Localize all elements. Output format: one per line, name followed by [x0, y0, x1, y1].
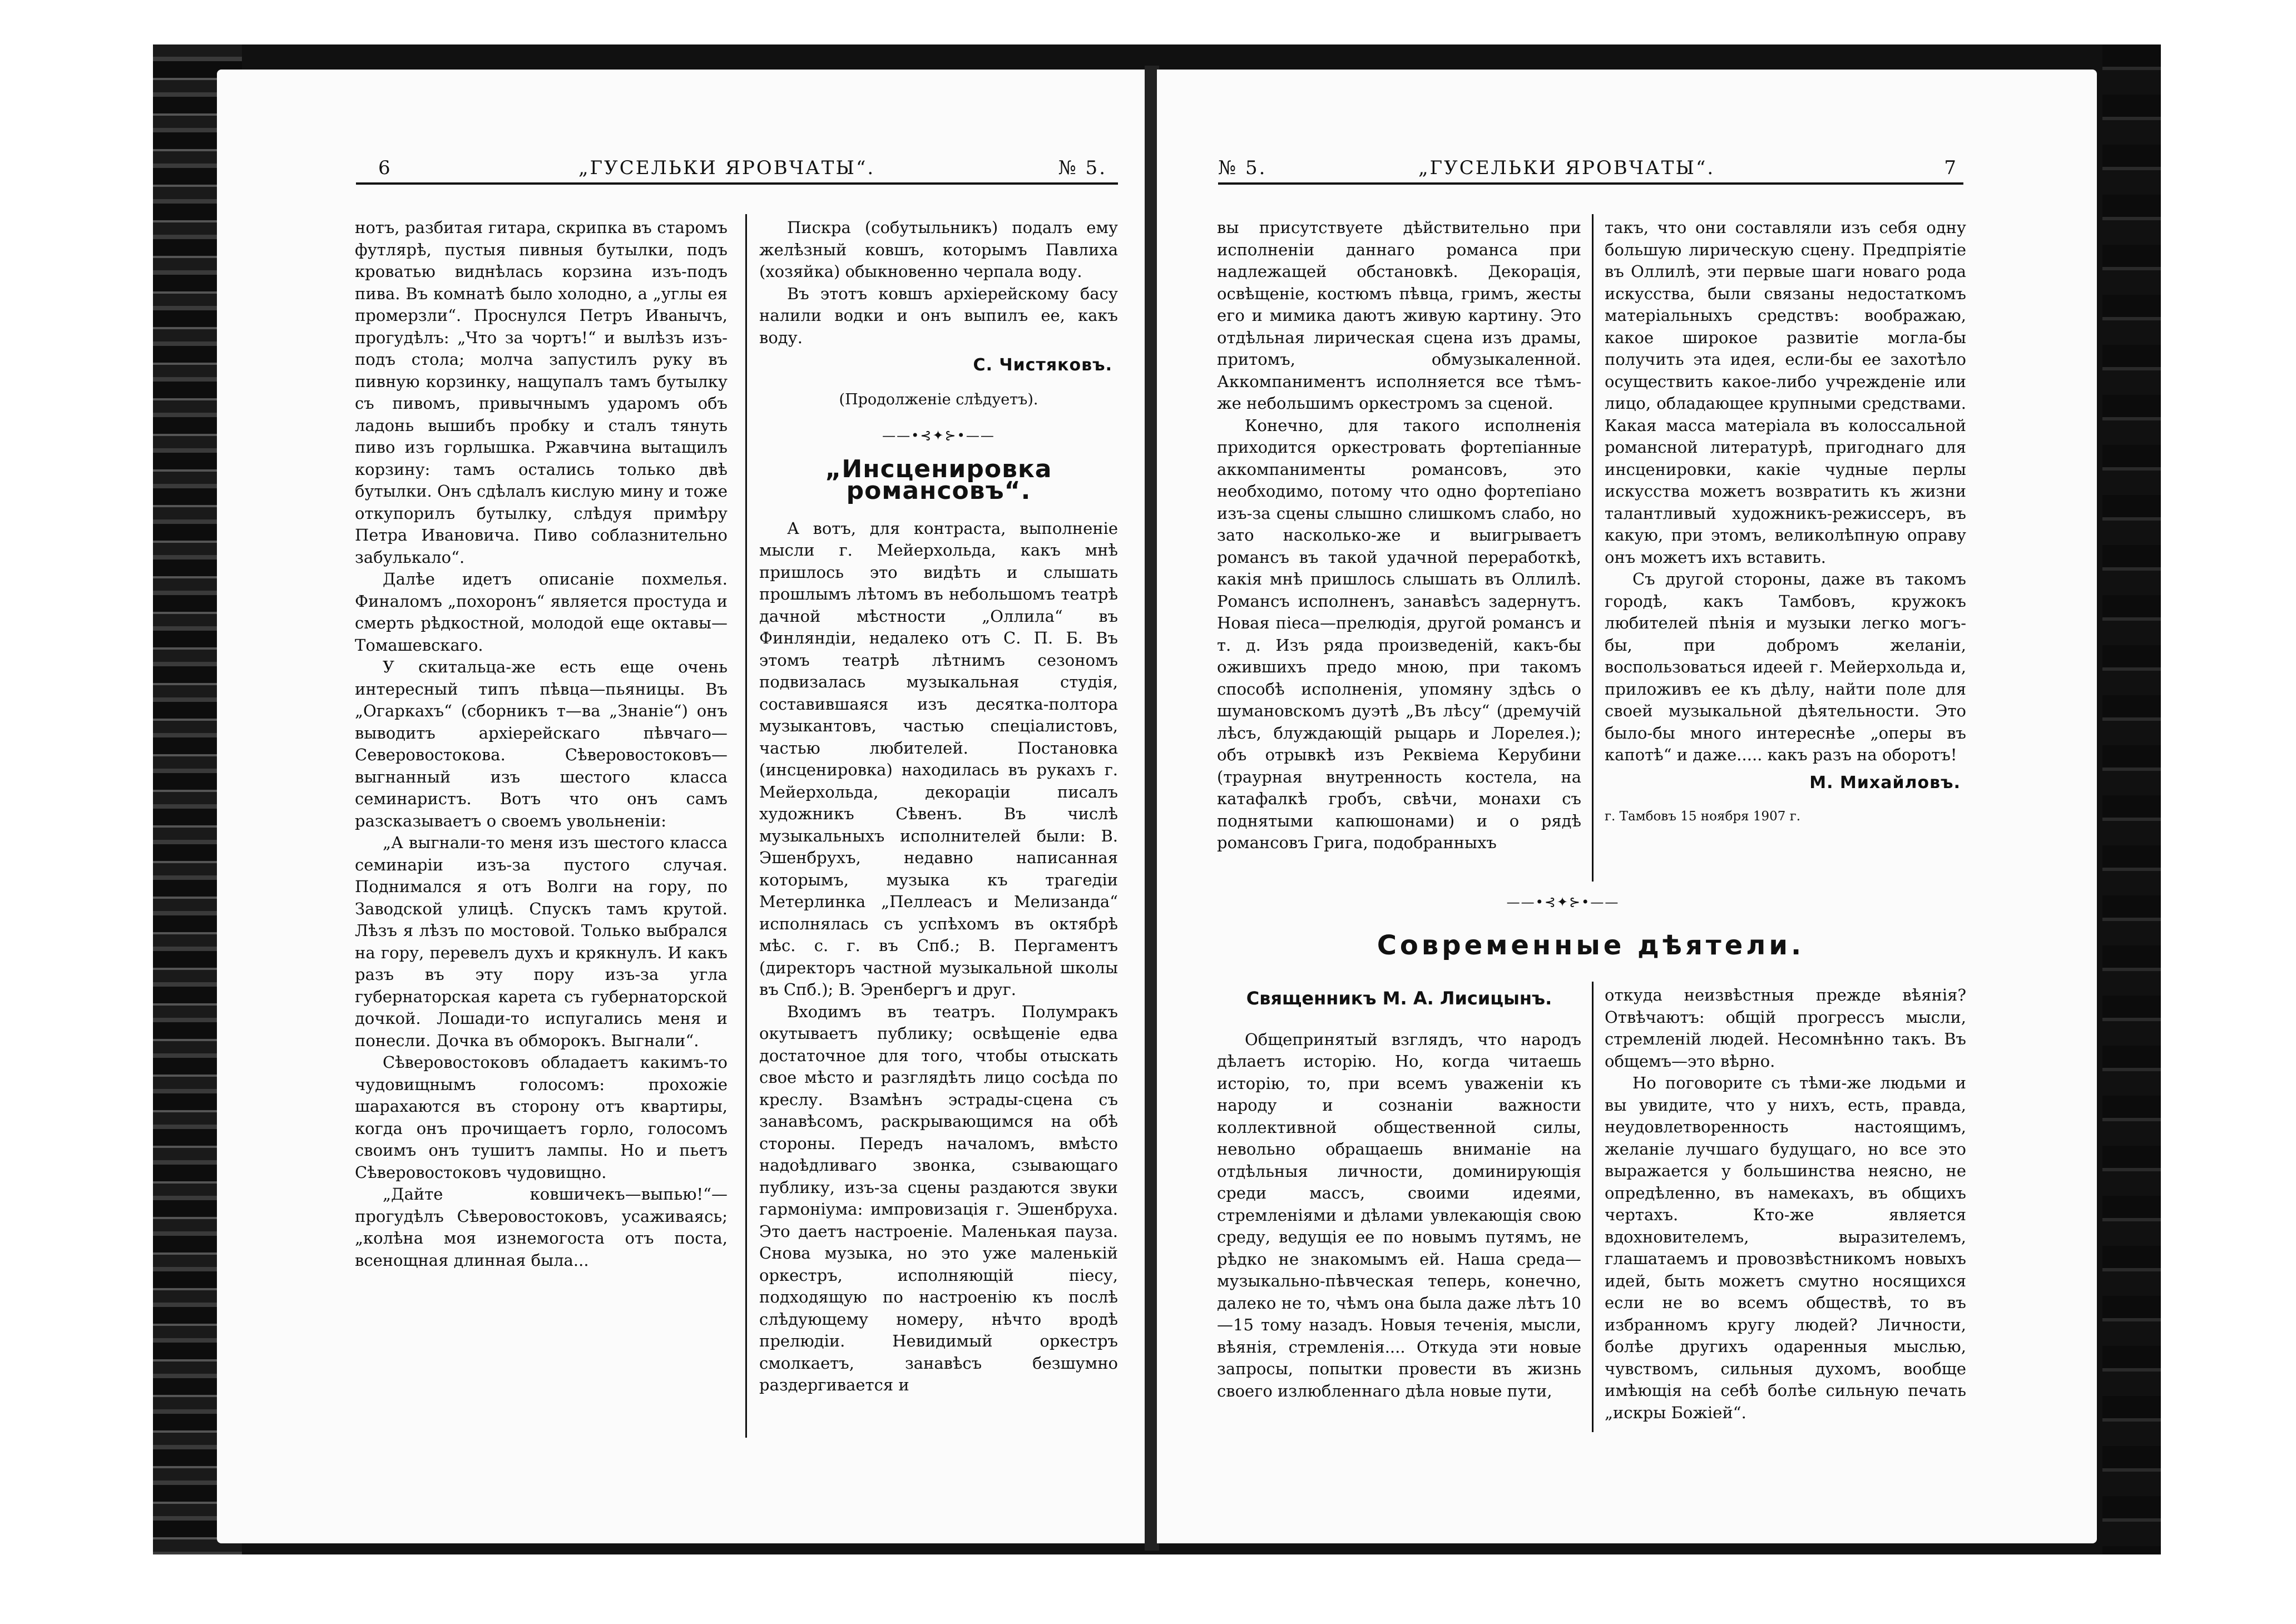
paragraph: Конечно, для такого исполненія приходится оркестровать фортепіанные аккомпанименты романсовъ, это необходимо, потому что одно фортепіано изъ-за сцены слышно слишкомъ слабо, но зато насколько-же и выигрываетъ романсъ въ такой удачной переработкѣ, какія мнѣ пришлось слышать въ Оллилѣ. Романсъ исполненъ, занавѣсъ задернутъ. Новая піеса—прелюдія, другой романсъ и т. д. Изъ ряда произведеній, какъ-бы ожившихъ предо мною, при такомъ способѣ исполненія, упомяну здѣсь о шумановскомъ дуэтѣ „Въ лѣсу“ (дремучій лѣсъ, блуждающій рыцарь и Лорелея.); объ отрывкѣ изъ Реквіема Керубини (траурная внутренность костела, на катафалкѣ гробъ, свѣчи, монахи съ поднятыми капюшонами) и о рядѣ романсовъ Грига, подобранныхъ	[1217, 415, 1581, 852]
paragraph: А вотъ, для контраста, выполненіе мысли г. Мейерхольда, какъ мнѣ пришлось это видѣть и слышать прошлымъ лѣтомъ въ небольшомъ театрѣ дачной мѣстности „Оллила“ въ Финляндіи, недалеко отъ С. П. Б. Въ этомъ театрѣ лѣтнимъ сезономъ подвизалась музыкальная студія, составившаяся изъ десятка-полтора музыкантовъ, частью спеціалистовъ, частью любителей. Постановка (инсценировка) находилась въ рукахъ г. Мейерхольда, декораціи писалъ художникъ Сѣвенъ. Въ числѣ музыкальныхъ исполнителей были: В. Эшенбрухъ, недавно написанная которымъ, музыка къ трагедіи Метерлинка „Пеллеасъ и Мелизанда“ исполнялась съ успѣхомъ въ октябрѣ мѣс. с. г. въ Спб.; В. Пергаментъ (директоръ частной музыкальной школы въ Спб.); В. Эренбергъ и друг.	[759, 518, 1118, 999]
signature-chistyakov: С. Чистяковъ.	[973, 355, 1112, 375]
paragraph: У скитальца-же есть еще очень интересный типъ пѣвца—пьяницы. Въ „Огаркахъ“ (сборникъ т—ва „Знаніе“) онъ выводитъ архіерейскаго пѣвчаго—Северовостокова. Сѣверовостоковъ—выгнанный изъ шестого класса семинаристъ. Вотъ что онъ самъ разсказываетъ о своемъ увольненіи:	[355, 657, 728, 830]
paragraph: Далѣе идетъ описаніе похмелья. Финаломъ „похоронъ“ является простуда и смерть рѣдкостной, молодой еще октавы—Томашевскаго.	[355, 570, 728, 655]
article-title: „Инсценировка романсовъ“.	[825, 454, 1052, 505]
left-page-number: 6	[378, 157, 392, 179]
right-running-title: „ГУСЕЛЬКИ ЯРОВЧАТЫ“.	[1418, 157, 1715, 179]
right-column-3	[1217, 984, 1581, 1402]
left-column-2	[759, 217, 1118, 1397]
paragraph: „Дайте ковшичекъ—выпью!“—прогудѣлъ Сѣверовостоковъ, усаживаясь; „колѣна моя изнемогоста отъ поста, всенощная длинная была...	[355, 1185, 728, 1270]
paragraph: такъ, что они составляли изъ себя одну большую лирическую сцену. Предпріятіе въ Оллилѣ, эти первые шаги новаго рода искусства, были связаны недостаткомъ матеріальныхъ средствъ: воображаю, какое широкое развитіе могла-бы получить эта идея, если-бы ее захотѣло осуществить какое-либо учрежденіе или лицо, обладающее крупными средствами. Какая масса матеріала въ колоссальной романсной литературѣ, пригоднаго для инсценировки, какіе чудные перлы искусства можетъ возвратить къ жизни талантливый художникъ-режиссеръ, въ какую, при этомъ, великолѣпную оправу онъ можетъ ихъ вставить.	[1605, 218, 1966, 567]
paragraph: Съ другой стороны, даже въ такомъ городѣ, какъ Тамбовъ, кружокъ любителей пѣнія и музыки легко могъ-бы, при добромъ желаніи, воспользоваться идеей г. Мейерхольда и, приложивъ ее къ дѣлу, найти поле для своей музыкальной дѣятельности. Это было-бы много интереснѣе „оперы въ капотѣ“ и даже..... какъ разъ на оборотъ!	[1605, 570, 1966, 764]
paragraph: Общепринятый взглядъ, что народъ дѣлаетъ исторію. Но, когда читаешь исторію, то, при всемъ уваженіи къ народу и сознаніи важности коллективной общественной силы, невольно обращаешь вниманіе на отдѣльныя личности, доминирующія среди массъ, своими идеями, стремленіями и дѣлами увлекающія свою среду, ведущія ее по новымъ путямъ, не рѣдко не знакомымъ ей. Наша среда—музыкально-пѣвческая теперь, конечно, далеко не то, чѣмъ она была даже лѣтъ 10—15 тому назадъ. Новыя теченія, мысли, вѣянія, стремленія.... Откуда эти новые запросы, попытки провести въ жизнь своего излюбленнаго дѣла новые пути,	[1217, 1029, 1581, 1400]
left-running-head	[356, 157, 1118, 185]
subsection-title: Священникъ М. А. Лисицынъ.	[1246, 988, 1552, 1009]
paragraph: Сѣверовостоковъ обладаетъ какимъ-то чудовищнымъ голосомъ: прохожіе шарахаются въ сторону отъ квартиры, когда онъ прочищаетъ горло, голосомъ своимъ онъ тушитъ лампы. Но и пьетъ Сѣверовостоковъ чудовищно.	[355, 1053, 728, 1182]
right-column-4	[1605, 984, 1966, 1424]
right-column-1	[1217, 217, 1581, 854]
left-issue-number: № 5.	[1058, 157, 1107, 179]
ornament-divider: ——•⊰✦⊱•——	[1506, 894, 1620, 910]
right-running-head	[1218, 157, 1963, 185]
section-title: Современные дѣятели.	[1377, 930, 1805, 961]
ornament-divider: ——•⊰✦⊱•——	[882, 428, 995, 443]
right-page-number: 7	[1944, 157, 1958, 179]
paragraph: откуда неизвѣстныя прежде вѣянія? Отвѣчаютъ: общій прогрессъ мысли, стремленій людей. Несомнѣнно такъ. Въ общемъ—это вѣрно.	[1605, 986, 1966, 1071]
paragraph: нотъ, разбитая гитара, скрипка въ старомъ футлярѣ, пустыя пивныя бутылки, подъ кроватью виднѣлась корзина изъ-подъ пива. Въ комнатѣ было холодно, а „углы ея промерзли“. Проснулся Петръ Иванычъ, прогудѣлъ: „Что за чортъ!“ и вылѣзъ изъ-подъ стола; молча запустилъ руку въ пивную корзинку, нащупалъ тамъ бутылку съ пивомъ, привычнымъ ударомъ объ ладонь вышибъ пробку и сталъ тянуть пиво изъ горлышка. Ржавчина вытащилъ корзину: тамъ остались только двѣ бутылки. Онъ сдѣлалъ кислую мину и тоже откупорилъ бутылку, слѣдуя примѣру Петра Ивановича. Пиво соблазнительно забулькало“.	[355, 218, 728, 567]
column-divider	[745, 214, 747, 1438]
right-issue-number: № 5.	[1218, 157, 1267, 179]
paragraph: Пискра (собутыльникъ) подалъ ему желѣзный ковшъ, которымъ Павлиха (хозяйка) обыкновенно черпала воду.	[759, 218, 1118, 281]
paragraph: „А выгнали-то меня изъ шестого класса семинаріи изъ-за пустого случая. Поднимался я отъ Волги на гору, по Заводской улицѣ. Спускъ тамъ крутой. Лѣзъ я лѣзъ по мостовой. Только выбрался на гору, перевелъ духъ и крякнулъ. И какъ разъ въ эту пору изъ-за угла губернаторская карета съ губернаторской дочкой. Лошади-то испугались меня и понесли. Дочка въ обморокъ. Выгнали“.	[355, 833, 728, 1050]
paragraph: Въ этотъ ковшъ архіерейскому басу налили водки и онъ выпилъ ее, какъ воду.	[759, 284, 1118, 347]
scan-edge-right	[2102, 44, 2161, 1554]
dateline: г. Тамбовъ 15 ноября 1907 г.	[1605, 809, 1801, 824]
right-column-2	[1605, 217, 1966, 828]
paragraph: Но поговорите съ тѣми-же людьми и вы увидите, что у нихъ, есть, правда, неудовлетворенность настоящимъ, желаніе лучшаго будущаго, но все это выражается у большинства неясно, не опредѣленно, въ намекахъ, въ общихъ чертахъ. Кто-же является вдохновителемъ, выразителемъ, глашатаемъ и провозвѣстникомъ новыхъ идей, быть можетъ смутно носящихся если не во всемъ обществѣ, то въ избранномъ кругу людей? Личности, болѣе другихъ одаренныя мыслью, чувствомъ, сильныя духомъ, вообще имѣющія на себѣ болѣе сильную печать „искры Божіей“.	[1605, 1073, 1966, 1422]
continued-note: (Продолженіе слѣдуетъ).	[839, 390, 1038, 408]
paragraph: вы присутствуете дѣйствительно при исполненіи даннаго романса при надлежащей обстановкѣ. Декорація, освѣщеніе, костюмъ пѣвца, гримъ, жесты его и мимика даютъ живую картину. Это отдѣльная лирическая сцена изъ драмы, притомъ, обмузыкаленной. Аккомпаниментъ исполняется все тѣмъ-же небольшимъ оркестромъ за сценой.	[1217, 218, 1581, 413]
column-divider	[1592, 214, 1594, 882]
paragraph: Входимъ въ театръ. Полумракъ окутываетъ публику; освѣщеніе едва достаточное для того, чтобы отыскать свое мѣсто и разглядѣть лицо сосѣда по креслу. Взамѣнъ эстрады-сцена съ занавѣсомъ, раскрывающимся на обѣ стороны. Передъ началомъ, вмѣсто надоѣдливаго звонка, сзывающаго публику, изъ-за сцены раздаются звуки гармоніума: импровизація г. Эшенбруха. Это даетъ настроеніе. Маленькая пауза. Снова музыка, но это уже маленькій оркестръ, исполняющій піесу, подходящую по настроенію къ послѣ слѣдующему номеру, нѣчто вродѣ прелюдіи. Невидимый оркестръ смолкаетъ, занавѣсъ безшумно раздергивается и	[759, 1002, 1118, 1394]
signature-mikhailov: М. Михайловъ.	[1809, 773, 1961, 793]
left-running-title: „ГУСЕЛЬКИ ЯРОВЧАТЫ“.	[578, 157, 875, 179]
column-divider	[1592, 982, 1594, 1432]
left-column-1	[355, 217, 728, 1271]
